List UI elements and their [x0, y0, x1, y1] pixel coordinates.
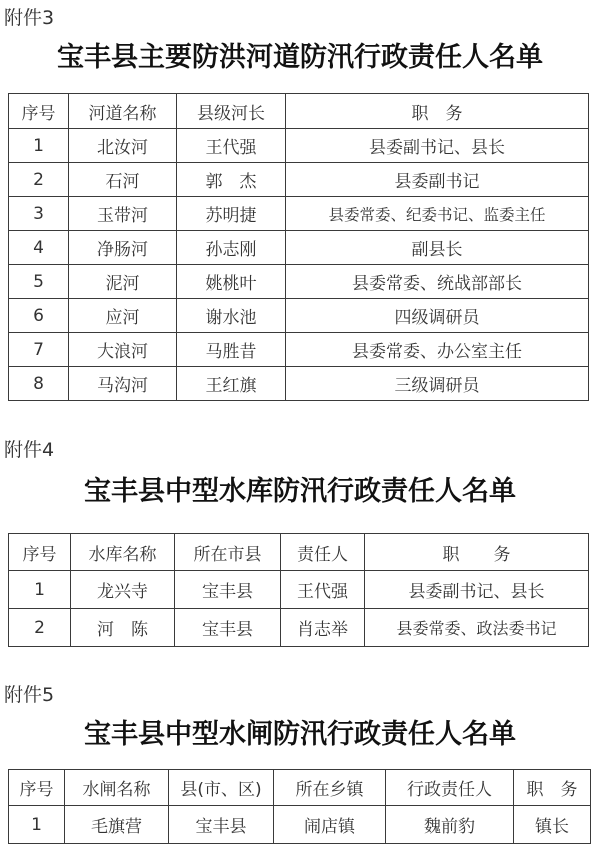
table-row: [9, 265, 589, 299]
table-cell: 县委常委、政法委书记: [365, 609, 589, 647]
table-cell: 4: [9, 231, 69, 265]
table-cell: 魏前豹: [386, 806, 514, 844]
header-cell: 行政责任人: [386, 770, 514, 806]
table-header-row: [9, 534, 589, 571]
table-cell: 郭 杰: [177, 163, 286, 197]
header-cell: 河道名称: [69, 94, 177, 129]
header-cell: 水库名称: [71, 534, 175, 571]
table-title: 宝丰县主要防洪河道防汛行政责任人名单: [57, 42, 543, 73]
table-cell: 6: [9, 299, 69, 333]
annex-label: 附件3: [4, 7, 55, 29]
table-cell: 肖志举: [281, 609, 365, 647]
table-cell: 三级调研员: [286, 367, 589, 401]
table-cell: 闹店镇: [274, 806, 386, 844]
table-cell: 孙志刚: [177, 231, 286, 265]
header-cell: 所在乡镇: [274, 770, 386, 806]
header-cell: 责任人: [281, 534, 365, 571]
table-cell: 龙兴寺: [71, 571, 175, 609]
table-cell: 7: [9, 333, 69, 367]
table-cell: 应河: [69, 299, 177, 333]
table-cell: 毛旗营: [65, 806, 169, 844]
table-cell: 四级调研员: [286, 299, 589, 333]
table-cell: 1: [9, 129, 69, 163]
table-row: [9, 299, 589, 333]
table-cell: 县委常委、纪委书记、监委主任: [286, 197, 589, 231]
table-cell: 宝丰县: [169, 806, 274, 844]
table-row: [9, 333, 589, 367]
table-cell: 镇长: [514, 806, 591, 844]
table-cell: 大浪河: [69, 333, 177, 367]
table-cell: 2: [9, 163, 69, 197]
table-cell: 县委副书记、县长: [286, 129, 589, 163]
table-header-row: [9, 94, 589, 129]
table-cell: 净肠河: [69, 231, 177, 265]
table-row: [9, 609, 589, 647]
table-cell: 8: [9, 367, 69, 401]
table-title: 宝丰县中型水库防汛行政责任人名单: [84, 476, 516, 507]
table-cell: 泥河: [69, 265, 177, 299]
table-cell: 玉带河: [69, 197, 177, 231]
table-cell: 5: [9, 265, 69, 299]
header-cell: 县级河长: [177, 94, 286, 129]
table-cell: 县委副书记、县长: [365, 571, 589, 609]
table-cell: 王代强: [281, 571, 365, 609]
table-row: [9, 806, 591, 844]
reservoir-responsibility-table: [8, 533, 589, 647]
table-cell: 北汝河: [69, 129, 177, 163]
header-cell: 序号: [9, 534, 71, 571]
table-row: [9, 367, 589, 401]
annex-label: 附件4: [4, 439, 55, 461]
annex-label: 附件5: [4, 684, 55, 706]
table-row: [9, 231, 589, 265]
table-cell: 3: [9, 197, 69, 231]
table-row: [9, 197, 589, 231]
table-cell: 石河: [69, 163, 177, 197]
table-cell: 副县长: [286, 231, 589, 265]
header-cell: 县(市、区): [169, 770, 274, 806]
table-row: [9, 571, 589, 609]
table-title: 宝丰县中型水闸防汛行政责任人名单: [84, 719, 516, 750]
table-cell: 姚桃叶: [177, 265, 286, 299]
table-row: [9, 163, 589, 197]
table-cell: 谢水池: [177, 299, 286, 333]
sluice-responsibility-table: [8, 769, 591, 844]
table-cell: 县委常委、办公室主任: [286, 333, 589, 367]
table-cell: 王代强: [177, 129, 286, 163]
table-cell: 宝丰县: [175, 609, 281, 647]
table-row: [9, 129, 589, 163]
table-header-row: [9, 770, 591, 806]
table-cell: 苏明捷: [177, 197, 286, 231]
header-cell: 序号: [9, 94, 69, 129]
header-cell: 职 务: [365, 534, 589, 571]
table-cell: 县委副书记: [286, 163, 589, 197]
header-cell: 序号: [9, 770, 65, 806]
table-cell: 1: [9, 571, 71, 609]
table-cell: 马胜昔: [177, 333, 286, 367]
header-cell: 职 务: [286, 94, 589, 129]
header-cell: 水闸名称: [65, 770, 169, 806]
header-cell: 所在市县: [175, 534, 281, 571]
table-cell: 河 陈: [71, 609, 175, 647]
river-responsibility-table: [8, 93, 589, 401]
table-cell: 王红旗: [177, 367, 286, 401]
table-cell: 2: [9, 609, 71, 647]
header-cell: 职 务: [514, 770, 591, 806]
table-cell: 马沟河: [69, 367, 177, 401]
table-cell: 1: [9, 806, 65, 844]
table-cell: 宝丰县: [175, 571, 281, 609]
table-cell: 县委常委、统战部部长: [286, 265, 589, 299]
